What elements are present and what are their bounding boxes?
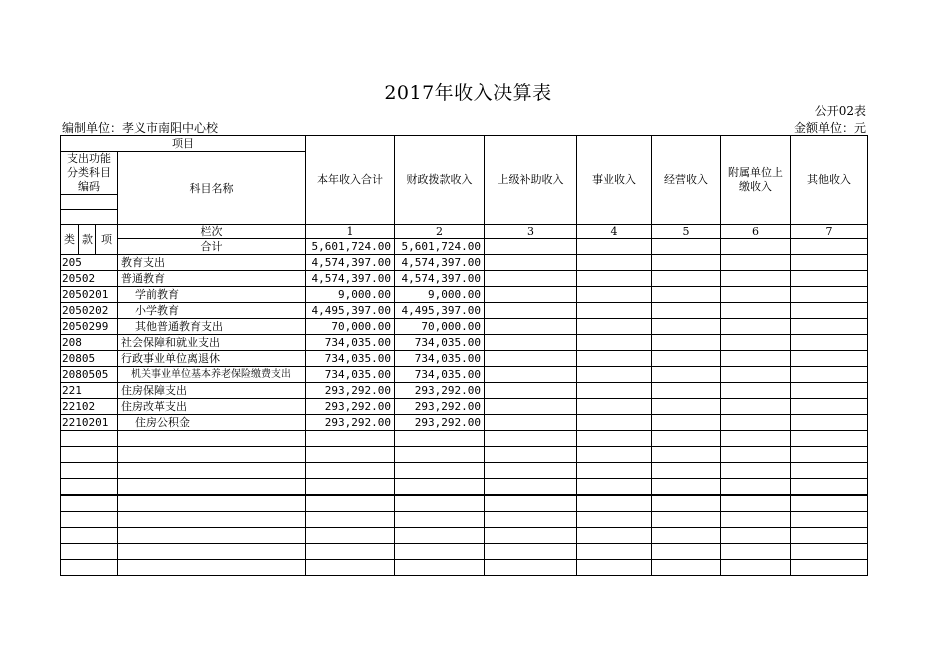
col-number: 3 <box>485 225 577 239</box>
empty-row <box>61 528 868 544</box>
table-row <box>61 415 868 431</box>
row-fiscal: 4,574,397.00 <box>395 271 485 287</box>
col-number: 6 <box>721 225 791 239</box>
row-code: 2080505 <box>61 367 118 383</box>
row-total: 734,035.00 <box>306 367 395 383</box>
row-fiscal: 293,292.00 <box>395 415 485 431</box>
sum-total: 5,601,724.00 <box>306 239 395 255</box>
col-number: 1 <box>306 225 395 239</box>
row-code: 2210201 <box>61 415 118 431</box>
table-row <box>61 287 868 303</box>
empty-row <box>61 495 868 512</box>
row-total: 9,000.00 <box>306 287 395 303</box>
col-fiscal-header: 财政拨款收入 <box>395 136 485 225</box>
row-fiscal: 4,495,397.00 <box>395 303 485 319</box>
form-number: 公开02表 <box>814 104 866 118</box>
table-row <box>61 335 868 351</box>
empty-row <box>61 544 868 560</box>
row-code: 22102 <box>61 399 118 415</box>
row-fiscal: 734,035.00 <box>395 367 485 383</box>
lei-header: 类 <box>61 225 79 255</box>
row-name: 住房保障支出 <box>118 383 306 399</box>
table-row <box>61 399 868 415</box>
row-fiscal: 70,000.00 <box>395 319 485 335</box>
row-code: 20805 <box>61 351 118 367</box>
row-total: 4,495,397.00 <box>306 303 395 319</box>
col-number: 7 <box>791 225 868 239</box>
empty-row <box>61 463 868 479</box>
row-name: 学前教育 <box>118 287 306 303</box>
row-name: 教育支出 <box>118 255 306 271</box>
row-name: 普通教育 <box>118 271 306 287</box>
table-row <box>61 255 868 271</box>
report-title: 2017年收入决算表 <box>384 82 552 104</box>
row-total: 293,292.00 <box>306 415 395 431</box>
lanci-label: 栏次 <box>118 225 306 239</box>
row-total: 4,574,397.00 <box>306 271 395 287</box>
col-number: 2 <box>395 225 485 239</box>
sum-label: 合计 <box>118 239 306 255</box>
table-row <box>61 367 868 383</box>
table-row <box>61 303 868 319</box>
row-fiscal: 293,292.00 <box>395 399 485 415</box>
row-total: 4,574,397.00 <box>306 255 395 271</box>
col-subsidy-header: 上级补助收入 <box>485 136 577 225</box>
col-number: 5 <box>652 225 721 239</box>
row-code: 221 <box>61 383 118 399</box>
row-total: 734,035.00 <box>306 351 395 367</box>
row-name: 机关事业单位基本养老保险缴费支出 <box>118 367 306 383</box>
row-name: 住房改革支出 <box>118 399 306 415</box>
income-table <box>60 135 868 576</box>
col-other-header: 其他收入 <box>791 136 868 225</box>
row-total: 70,000.00 <box>306 319 395 335</box>
empty-row <box>61 512 868 528</box>
row-total: 293,292.00 <box>306 399 395 415</box>
empty-row <box>61 479 868 496</box>
table-row <box>61 383 868 399</box>
compiling-unit: 编制单位：孝义市南阳中心校 <box>62 121 219 135</box>
col-total-header: 本年收入合计 <box>306 136 395 225</box>
project-header: 项目 <box>61 136 306 152</box>
row-name: 住房公积金 <box>118 415 306 431</box>
money-unit: 金额单位：元 <box>793 121 866 135</box>
row-code: 205 <box>61 255 118 271</box>
row-name: 社会保障和就业支出 <box>118 335 306 351</box>
row-total: 293,292.00 <box>306 383 395 399</box>
row-name: 其他普通教育支出 <box>118 319 306 335</box>
empty-row <box>61 431 868 447</box>
row-fiscal: 293,292.00 <box>395 383 485 399</box>
table-row <box>61 271 868 287</box>
row-code: 208 <box>61 335 118 351</box>
row-fiscal: 9,000.00 <box>395 287 485 303</box>
row-fiscal: 4,574,397.00 <box>395 255 485 271</box>
col-number: 4 <box>577 225 652 239</box>
col-affiliated-header: 附属单位上缴收入 <box>721 136 791 225</box>
row-code: 20502 <box>61 271 118 287</box>
row-code: 2050299 <box>61 319 118 335</box>
table-row <box>61 319 868 335</box>
row-name: 行政事业单位离退休 <box>118 351 306 367</box>
empty-row <box>61 447 868 463</box>
row-code: 2050201 <box>61 287 118 303</box>
code-group-header: 支出功能分类科目编码 <box>61 152 118 195</box>
col-operating-header: 经营收入 <box>652 136 721 225</box>
row-code: 2050202 <box>61 303 118 319</box>
row-fiscal: 734,035.00 <box>395 351 485 367</box>
col-business-header: 事业收入 <box>577 136 652 225</box>
row-total: 734,035.00 <box>306 335 395 351</box>
row-fiscal: 734,035.00 <box>395 335 485 351</box>
table-row <box>61 351 868 367</box>
row-name: 小学教育 <box>118 303 306 319</box>
name-header: 科目名称 <box>118 152 306 225</box>
kuan-header: 款 <box>79 225 96 255</box>
empty-row <box>61 560 868 576</box>
sum-fiscal: 5,601,724.00 <box>395 239 485 255</box>
xiang-header: 项 <box>96 225 118 255</box>
